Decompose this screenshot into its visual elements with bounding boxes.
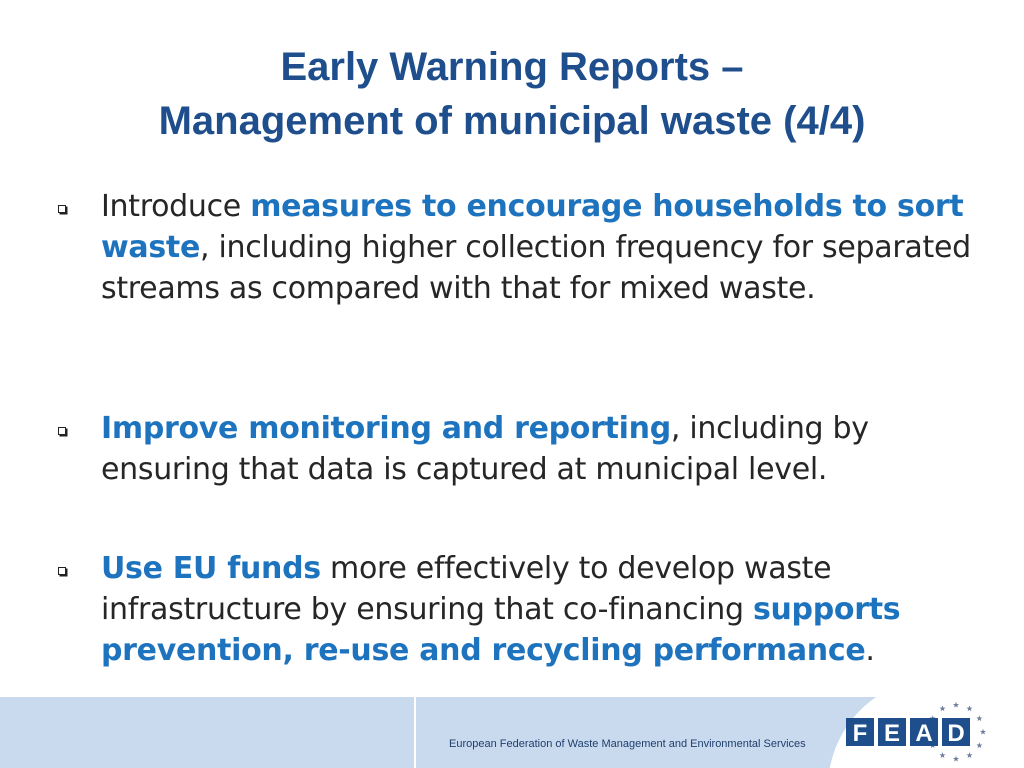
square-bullet-icon — [58, 427, 66, 435]
square-bullet-icon — [58, 567, 66, 575]
logo-letter: E — [883, 720, 901, 747]
logo-star-icon — [966, 705, 972, 711]
logo-letter: D — [947, 720, 965, 747]
bullet-3-seg-1: more effectively to develop waste infrastructure by ensuring that co-financing — [101, 551, 832, 627]
logo-star-icon — [966, 752, 972, 758]
footer-divider — [414, 697, 416, 768]
bullet-2-highlight: Improve monitoring and reporting — [101, 411, 671, 446]
bullet-1-seg-0: Introduce — [101, 189, 251, 224]
logo-star-icon — [953, 702, 959, 708]
bullet-item-eu-funds — [56, 548, 976, 671]
bullet-item-monitoring — [56, 408, 976, 490]
title-line-1: Early Warning Reports – — [280, 45, 744, 89]
logo-star-icon — [953, 756, 959, 762]
bullet-3-highlight-1: Use EU funds — [101, 551, 321, 586]
slide-title — [0, 40, 1024, 148]
bullet-2-seg-1: , including by ensuring that data is captured at municipal level. — [101, 411, 869, 487]
logo-star-icon — [980, 729, 986, 735]
logo-letter: F — [852, 720, 868, 747]
title-line-2: Management of municipal waste (4/4) — [158, 99, 866, 143]
bullet-3-highlight-2: supports prevention, re-use and recycling performance — [101, 592, 901, 668]
bullet-1-seg-2: , including higher collection frequency for separated streams as compared with that for mixed waste. — [101, 230, 971, 306]
logo-star-icon — [939, 752, 945, 758]
bullet-3-seg-3: . — [865, 633, 875, 668]
fead-logo-icon — [840, 700, 1000, 764]
logo-star-icon — [939, 705, 945, 711]
logo-star-icon — [976, 715, 982, 721]
logo-letter: A — [915, 720, 933, 747]
square-bullet-icon — [58, 205, 66, 213]
bullet-item-sort-waste — [56, 186, 976, 309]
bullet-1-highlight: measures to encourage households to sort waste — [101, 189, 964, 265]
footer-organization: European Federation of Waste Management and Environmental Services — [449, 738, 806, 750]
logo-star-icon — [976, 742, 982, 748]
